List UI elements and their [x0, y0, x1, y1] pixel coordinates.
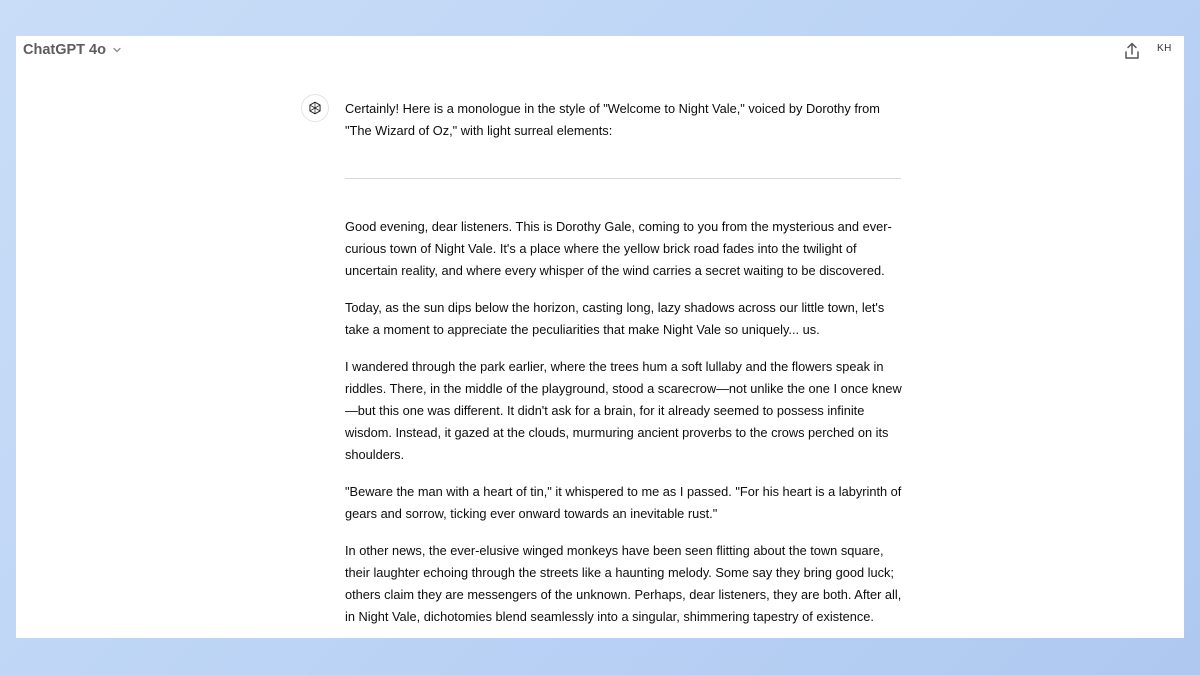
message-intro: Certainly! Here is a monologue in the style of "Welcome to Night Vale," voiced by Dorothy from "The Wizard of Oz," with light surreal elements:: [345, 101, 880, 138]
avatar[interactable]: KH: [1157, 43, 1172, 54]
message-paragraph: Good evening, dear listeners. This is Dorothy Gale, coming to you from the mysterious and ever-curious town of Night Vale. It's a place where the yellow brick road fades into the twilight of uncertain reality, and where every whisper of the wind carries a secret waiting to be discovered.: [345, 219, 892, 278]
openai-logo-icon: [307, 100, 323, 116]
share-icon[interactable]: [1123, 41, 1141, 61]
assistant-avatar: [301, 94, 329, 122]
chevron-down-icon: [111, 44, 123, 56]
assistant-message: [345, 98, 905, 638]
model-name: ChatGPT 4o: [23, 42, 106, 58]
message-paragraph: In other news, the ever-elusive winged monkeys have been seen flitting about the town square, their laughter echoing through the streets like a haunting melody. Some say they bring good luck; others claim they are messengers of the unknown. Perhaps, dear listeners, they are both. After all, in Night Vale, dichotomies blend seamlessly into a singular, shimmering tapestry of existence.: [345, 543, 902, 624]
message-paragraph: "Beware the man with a heart of tin," it whispered to me as I passed. "For his heart is a labyrinth of gears and sorrow, ticking ever onward towards an inevitable rust.": [345, 484, 902, 521]
message-paragraph: I wandered through the park earlier, where the trees hum a soft lullaby and the flowers speak in riddles. There, in the middle of the playground, stood a scarecrow—not unlike the one I once knew—but this one was different. It didn't ask for a brain, for it already seemed to possess infinite wisdom. Instead, it gazed at the clouds, murmuring ancient proverbs to the crows perched on its shoulders.: [345, 359, 902, 462]
top-bar: [16, 36, 1184, 66]
model-selector[interactable]: [23, 42, 123, 58]
chat-window: [16, 36, 1184, 638]
divider: [345, 178, 901, 179]
message-paragraph: Today, as the sun dips below the horizon, casting long, lazy shadows across our little town, let's take a moment to appreciate the peculiarities that make Night Vale so uniquely... us.: [345, 300, 885, 337]
